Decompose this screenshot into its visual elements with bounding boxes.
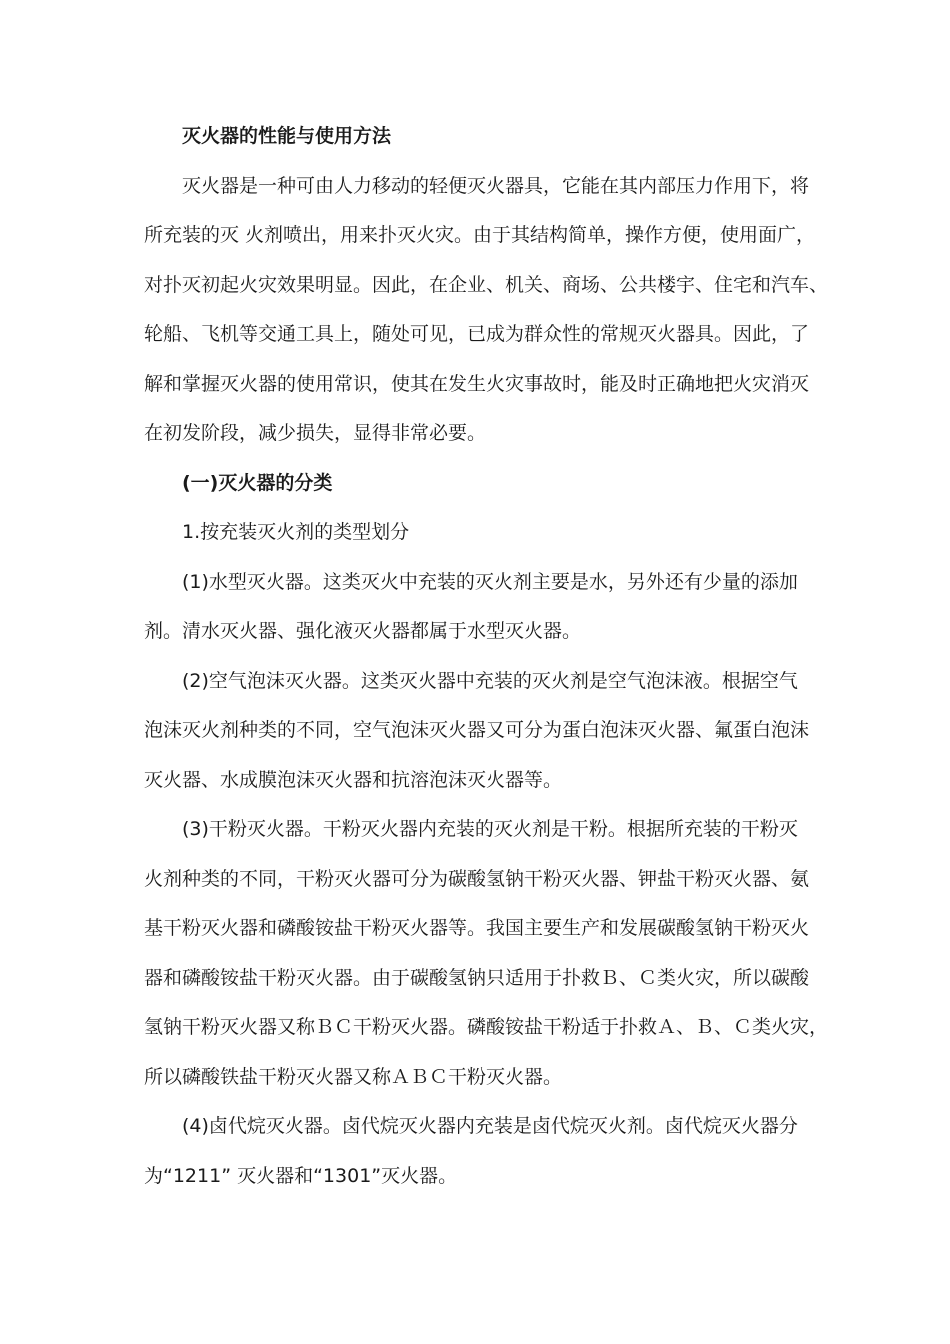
intro-line: 灭火器是一种可由人力移动的轻便灭火器具，它能在其内部压力作用下，将 — [182, 174, 810, 197]
item-line: 火剂种类的不同，干粉灭火器可分为碳酸氢钠干粉灭火器、钾盐干粉灭火器、氨 — [144, 867, 810, 890]
intro-line: 对扑灭初起火灾效果明显。因此，在企业、机关、商场、公共楼宇、住宅和汽车、 — [144, 273, 829, 296]
intro-line: 轮船、飞机等交通工具上，随处可见，已成为群众性的常规灭火器具。因此，了 — [144, 323, 810, 345]
intro-line: 解和掌握灭火器的使用常识，使其在发生火灾事故时，能及时正确地把火灾消灭 — [144, 372, 810, 395]
subheading: 1.按充装灭火剂的类型划分 — [182, 521, 410, 543]
document-title: 灭火器的性能与使用方法 — [182, 125, 392, 147]
document-page — [144, 112, 829, 1201]
item-line: 器和磷酸铵盐干粉灭火器。由于碳酸氢钠只适用于扑救Ｂ、Ｃ类火灾，所以碳酸 — [144, 966, 810, 989]
item-air-foam-type — [144, 657, 810, 806]
item-line: 为“1211” 灭火器和“1301”灭火器。 — [144, 1164, 458, 1187]
item-line: 泡沫灭火剂种类的不同，空气泡沫灭火器又可分为蛋白泡沫灭火器、氟蛋白泡沫 — [144, 719, 810, 741]
item-halon-type — [144, 1102, 810, 1201]
intro-line: 在初发阶段，减少损失，显得非常必要。 — [144, 422, 487, 444]
item-line: 基干粉灭火器和磷酸铵盐干粉灭火器等。我国主要生产和发展碳酸氢钠干粉灭火 — [144, 917, 810, 939]
intro-paragraph — [144, 162, 829, 459]
item-dry-powder-type — [144, 805, 829, 1102]
intro-line: 所充装的灭 火剂喷出，用来扑灭火灾。由于其结构简单，操作方便，使用面广， — [144, 224, 816, 246]
item-line: 氢钠干粉灭火器又称ＢＣ干粉灭火器。磷酸铵盐干粉适于扑救Ａ、Ｂ、Ｃ类火灾， — [144, 1016, 829, 1038]
item-line: (2)空气泡沫灭火器。这类灭火器中充装的灭火剂是空气泡沫液。根据空气 — [182, 669, 798, 692]
item-line: 所以磷酸铁盐干粉灭火器又称ＡＢＣ干粉灭火器。 — [144, 1065, 563, 1088]
item-line: (4)卤代烷灭火器。卤代烷灭火器内充装是卤代烷灭火剂。卤代烷灭火器分 — [182, 1115, 798, 1137]
section-heading: (一)灭火器的分类 — [182, 471, 333, 494]
item-water-type — [144, 558, 810, 657]
item-line: 剂。清水灭火器、强化液灭火器都属于水型灭火器。 — [144, 620, 582, 642]
item-line: (1)水型灭火器。这类灭火中充装的灭火剂主要是水，另外还有少量的添加 — [182, 570, 798, 593]
item-line: 灭火器、水成膜泡沫灭火器和抗溶泡沫灭火器等。 — [144, 768, 563, 791]
item-line: (3)干粉灭火器。干粉灭火器内充装的灭火剂是干粉。根据所充装的干粉灭 — [182, 818, 798, 840]
